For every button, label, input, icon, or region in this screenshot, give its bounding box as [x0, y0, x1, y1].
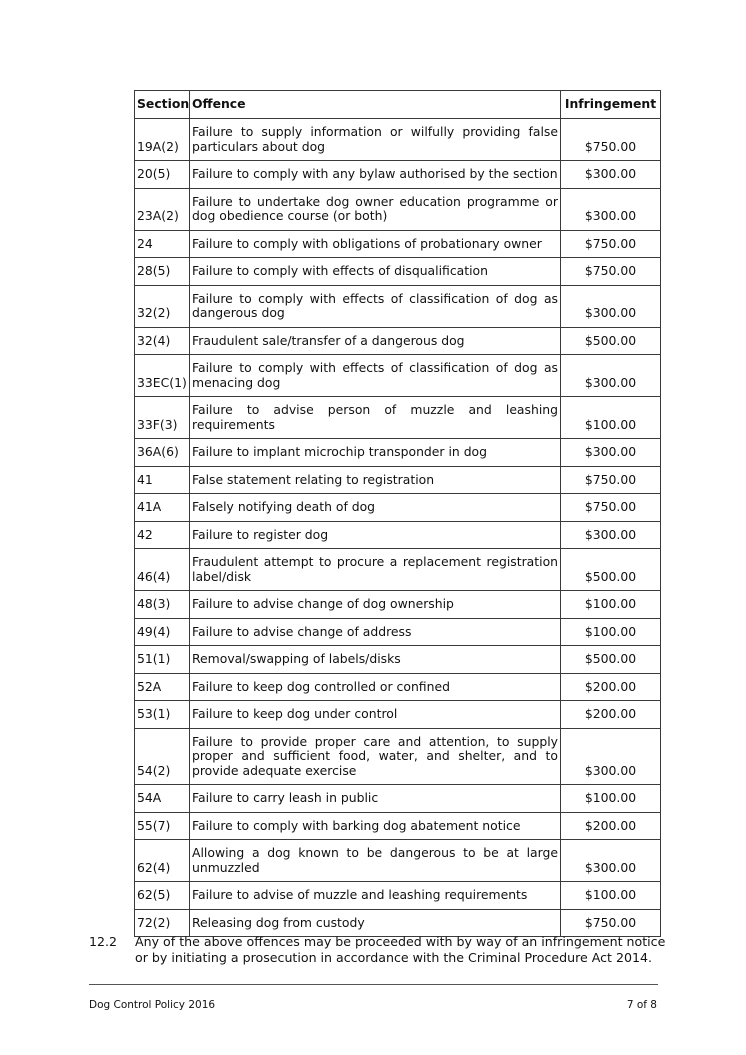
offence-cell: Failure to advise person of muzzle and leashing requirements — [190, 397, 561, 439]
section-cell: 33EC(1) — [135, 355, 190, 397]
infringement-amount-cell: $750.00 — [561, 466, 661, 494]
offence-cell: Failure to provide proper care and attention, to supply proper and sufficient food, water, and shelter, and to provide adequate exercise — [190, 728, 561, 785]
note-paragraph — [89, 934, 669, 966]
infringement-amount-cell: $200.00 — [561, 812, 661, 840]
section-cell: 32(4) — [135, 327, 190, 355]
infringement-amount-cell: $300.00 — [561, 728, 661, 785]
infringement-amount-cell: $100.00 — [561, 882, 661, 910]
table-row — [135, 327, 661, 355]
section-cell: 62(5) — [135, 882, 190, 910]
infringement-amount-cell: $300.00 — [561, 355, 661, 397]
table-row — [135, 119, 661, 161]
note-number: 12.2 — [89, 934, 118, 949]
infringement-amount-cell: $300.00 — [561, 285, 661, 327]
table-row — [135, 591, 661, 619]
table-row — [135, 397, 661, 439]
footer-page-number: 7 of 8 — [626, 999, 657, 1011]
infringement-amount-cell: $200.00 — [561, 673, 661, 701]
header-offence: Offence — [190, 91, 561, 119]
section-cell: 41 — [135, 466, 190, 494]
section-cell: 54(2) — [135, 728, 190, 785]
table-row — [135, 882, 661, 910]
offence-cell: Releasing dog from custody — [190, 909, 561, 937]
offence-cell: Failure to comply with effects of classification of dog as menacing dog — [190, 355, 561, 397]
offence-cell: Failure to comply with effects of disqualification — [190, 258, 561, 286]
offence-cell: Failure to comply with any bylaw authorised by the section — [190, 161, 561, 189]
table-row — [135, 785, 661, 813]
section-cell: 54A — [135, 785, 190, 813]
table-row — [135, 701, 661, 729]
offence-cell: False statement relating to registration — [190, 466, 561, 494]
section-cell: 49(4) — [135, 618, 190, 646]
offence-cell: Failure to undertake dog owner education programme or dog obedience course (or both) — [190, 188, 561, 230]
footer-document-title: Dog Control Policy 2016 — [89, 999, 216, 1011]
infringement-amount-cell: $300.00 — [561, 521, 661, 549]
note-text: Any of the above offences may be proceeded with by way of an infringement notice or by initiating a prosecution in accordance with the Criminal Procedure Act 2014. — [135, 934, 666, 965]
header-infringement: Infringement — [561, 91, 661, 119]
table-row — [135, 258, 661, 286]
offence-cell: Failure to register dog — [190, 521, 561, 549]
infringement-amount-cell: $300.00 — [561, 840, 661, 882]
infringement-amount-cell: $750.00 — [561, 909, 661, 937]
section-cell: 53(1) — [135, 701, 190, 729]
table-row — [135, 439, 661, 467]
infringement-amount-cell: $750.00 — [561, 230, 661, 258]
offence-cell: Failure to comply with barking dog abatement notice — [190, 812, 561, 840]
infringement-amount-cell: $750.00 — [561, 494, 661, 522]
section-cell: 32(2) — [135, 285, 190, 327]
section-cell: 72(2) — [135, 909, 190, 937]
offence-cell: Failure to advise change of address — [190, 618, 561, 646]
offence-cell: Failure to keep dog controlled or confined — [190, 673, 561, 701]
section-cell: 51(1) — [135, 646, 190, 674]
infringement-amount-cell: $100.00 — [561, 785, 661, 813]
table-row — [135, 840, 661, 882]
offence-cell: Failure to comply with obligations of probationary owner — [190, 230, 561, 258]
infringement-amount-cell: $300.00 — [561, 439, 661, 467]
table-row — [135, 812, 661, 840]
infringement-amount-cell: $500.00 — [561, 646, 661, 674]
table-row — [135, 673, 661, 701]
section-cell: 41A — [135, 494, 190, 522]
section-cell: 48(3) — [135, 591, 190, 619]
offence-cell: Failure to carry leash in public — [190, 785, 561, 813]
infringement-amount-cell: $100.00 — [561, 397, 661, 439]
offence-cell: Fraudulent sale/transfer of a dangerous dog — [190, 327, 561, 355]
section-cell: 23A(2) — [135, 188, 190, 230]
section-cell: 55(7) — [135, 812, 190, 840]
table-body — [135, 119, 661, 937]
table-row — [135, 355, 661, 397]
section-cell: 33F(3) — [135, 397, 190, 439]
infringement-amount-cell: $300.00 — [561, 188, 661, 230]
section-cell: 36A(6) — [135, 439, 190, 467]
infringement-amount-cell: $100.00 — [561, 591, 661, 619]
header-section: Section — [135, 91, 190, 119]
offence-cell: Falsely notifying death of dog — [190, 494, 561, 522]
section-cell: 42 — [135, 521, 190, 549]
table-row — [135, 909, 661, 937]
table-row — [135, 728, 661, 785]
offence-cell: Failure to supply information or wilfully providing false particulars about dog — [190, 119, 561, 161]
table-header-row — [135, 91, 661, 119]
table-row — [135, 521, 661, 549]
offence-cell: Fraudulent attempt to procure a replacement registration label/disk — [190, 549, 561, 591]
offence-cell: Failure to advise change of dog ownership — [190, 591, 561, 619]
offence-cell: Failure to advise of muzzle and leashing requirements — [190, 882, 561, 910]
offence-cell: Allowing a dog known to be dangerous to be at large unmuzzled — [190, 840, 561, 882]
infringement-amount-cell: $500.00 — [561, 327, 661, 355]
table-row — [135, 466, 661, 494]
offence-cell: Removal/swapping of labels/disks — [190, 646, 561, 674]
section-cell: 19A(2) — [135, 119, 190, 161]
section-cell: 52A — [135, 673, 190, 701]
infringement-amount-cell: $750.00 — [561, 258, 661, 286]
infringement-amount-cell: $300.00 — [561, 161, 661, 189]
section-cell: 24 — [135, 230, 190, 258]
section-cell: 20(5) — [135, 161, 190, 189]
section-cell: 46(4) — [135, 549, 190, 591]
section-cell: 28(5) — [135, 258, 190, 286]
table-row — [135, 618, 661, 646]
offence-cell: Failure to keep dog under control — [190, 701, 561, 729]
infringement-amount-cell: $200.00 — [561, 701, 661, 729]
infringement-amount-cell: $750.00 — [561, 119, 661, 161]
footer-divider — [89, 984, 658, 985]
table-row — [135, 646, 661, 674]
table-row — [135, 230, 661, 258]
table-row — [135, 188, 661, 230]
table-row — [135, 549, 661, 591]
infringement-offences-table — [134, 90, 661, 937]
section-cell: 62(4) — [135, 840, 190, 882]
offence-cell: Failure to comply with effects of classification of dog as dangerous dog — [190, 285, 561, 327]
infringement-amount-cell: $100.00 — [561, 618, 661, 646]
offence-cell: Failure to implant microchip transponder in dog — [190, 439, 561, 467]
infringement-amount-cell: $500.00 — [561, 549, 661, 591]
table-row — [135, 494, 661, 522]
table-row — [135, 285, 661, 327]
table-row — [135, 161, 661, 189]
